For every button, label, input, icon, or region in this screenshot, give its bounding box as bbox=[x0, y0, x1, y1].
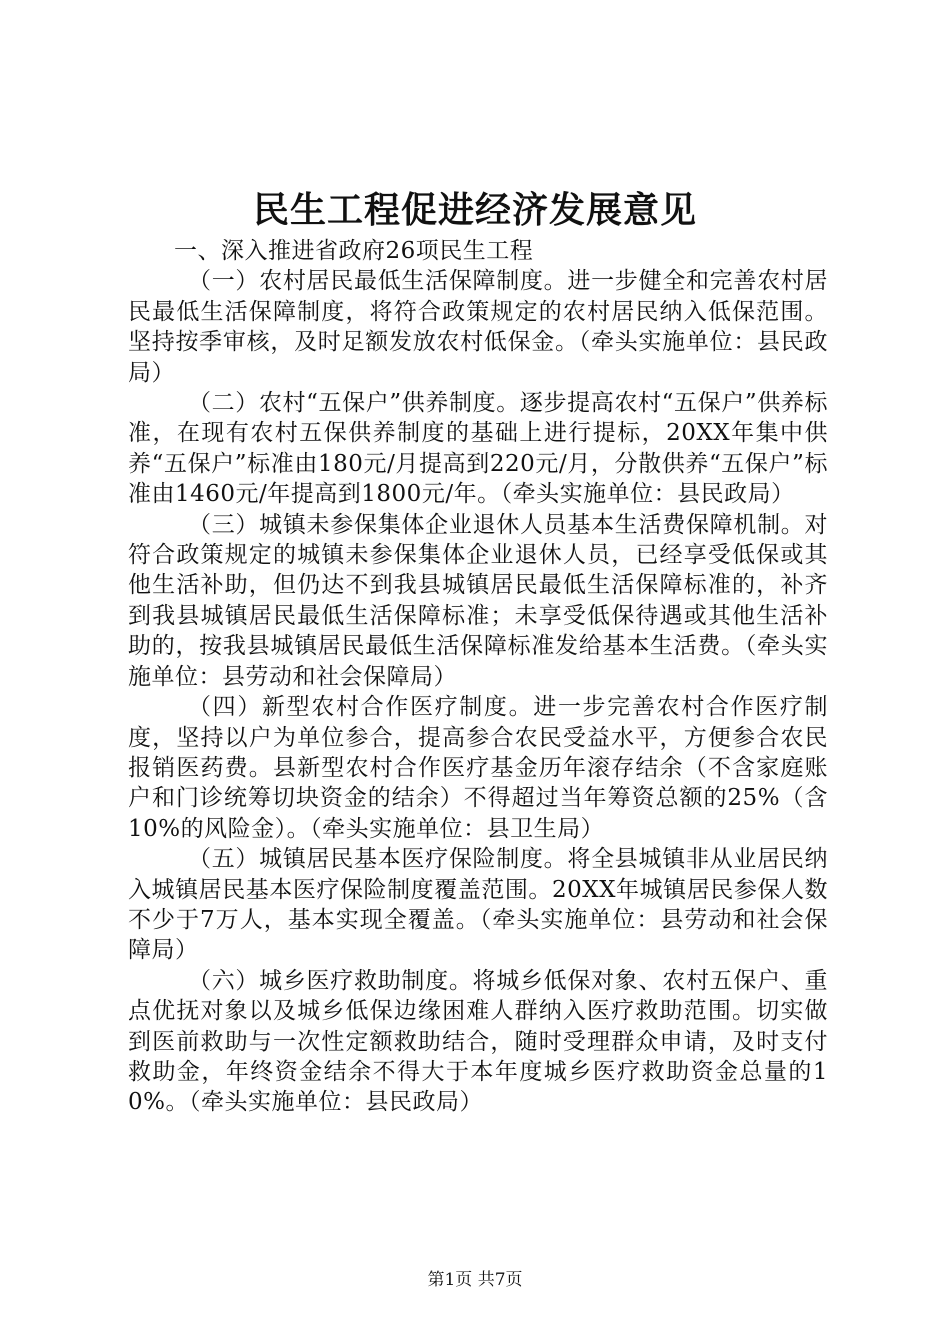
paragraph-3: （三）城镇未参保集体企业退休人员基本生活费保障机制。对符合政策规定的城镇未参保集体企业退休人员，已经享受低保或其他生活补助，但仍达不到我县城镇居民最低生活保障标准的，补齐到我县城镇居民最低生活保障标准；未享受低保待遇或其他生活补助的，按我县城镇居民最低生活保障标准发给基本生活费。（牵头实施单位：县劳动和社会保障局） bbox=[128, 511, 828, 690]
document-body bbox=[128, 236, 828, 1118]
document-title: 民生工程促进经济发展意见 bbox=[252, 189, 697, 231]
section-heading: 一、深入推进省政府26项民生工程 bbox=[174, 238, 534, 264]
paragraph-5: （五）城镇居民基本医疗保险制度。将全县城镇非从业居民纳入城镇居民基本医疗保险制度覆盖范围。20XX年城镇居民参保人数不少于7万人，基本实现全覆盖。（牵头实施单位：县劳动和社会保障局） bbox=[128, 846, 828, 964]
paragraph-4: （四）新型农村合作医疗制度。进一步完善农村合作医疗制度，坚持以户为单位参合，提高参合农民受益水平，方便参合农民报销医药费。县新型农村合作医疗基金历年滚存结余（不含家庭账户和门诊统筹切块资金的结余）不得超过当年筹资总额的25%（含10%的风险金）。（牵头实施单位：县卫生局） bbox=[128, 694, 828, 842]
paragraph-6: （六）城乡医疗救助制度。将城乡低保对象、农村五保户、重点优抚对象以及城乡低保边缘困难人群纳入医疗救助范围。切实做到医前救助与一次性定额救助结合，随时受理群众申请，及时支付救助金，年终资金结余不得大于本年度城乡医疗救助资金总量的10%。（牵头实施单位：县民政局） bbox=[128, 967, 828, 1116]
paragraph-1: （一）农村居民最低生活保障制度。进一步健全和完善农村居民最低生活保障制度，将符合政策规定的农村居民纳入低保范围。坚持按季审核，及时足额发放农村低保金。（牵头实施单位：县民政局） bbox=[128, 268, 828, 386]
page-number-footer: 第1页 共7页 bbox=[427, 1270, 523, 1290]
paragraph-2: （二）农村“五保户”供养制度。逐步提高农村“五保户”供养标准，在现有农村五保供养制度的基础上进行提标，20XX年集中供养“五保户”标准由180元/月提高到220元/月，分散供养“五保户”标准由1460元/年提高到1800元/年。（牵头实施单位：县民政局） bbox=[128, 390, 828, 508]
